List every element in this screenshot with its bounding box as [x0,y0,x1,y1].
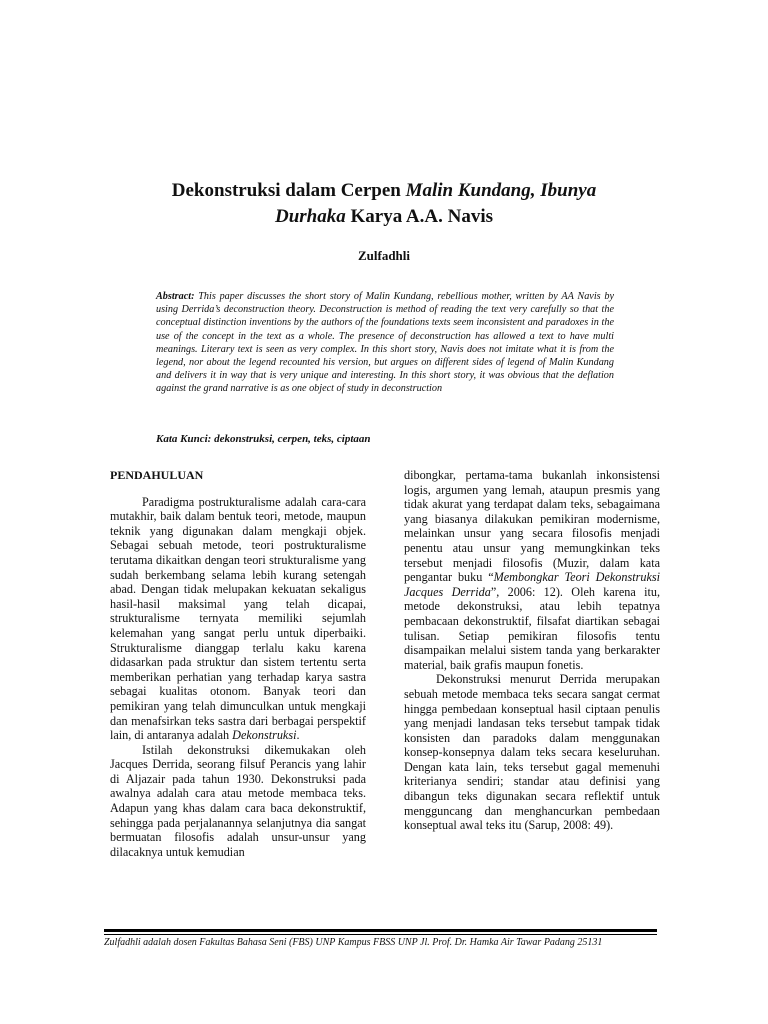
keywords: Kata Kunci: dekonstruksi, cerpen, teks, ciptaan [156,433,371,445]
paragraph: Istilah dekonstruksi dikemukakan oleh Jacques Derrida, seorang filsuf Perancis yang lahir di Aljazair pada tahun 1930. Dekonstruksi pada awalnya adalah cara atau metode membaca teks. Adapun yang khas dalam cara baca dekonstruktif, sehingga pada perjalanannya selanjutnya dia sangat bermuatan filosofis adalah unsur-unsur yang dilacaknya untuk kemudian [110,742,366,859]
paragraph [110,495,366,743]
paragraph [404,468,660,672]
section-heading: PENDAHULUAN [110,468,204,482]
abstract-text: This paper discusses the short story of Malin Kundang, rebellious mother, written by AA Navis by using Derrida’s deconstruction theory. Deconstruction is method of reading the text very carefully so that the conceptual distinction inventions by the authors of the foundations texts seem inconsistent and paradoxes in the use of the concept in the text as a whole. The presence of deconstruction has allowed a text to have multi meanings. Literary text is seen as very complex. In this short story, Navis does not imitate what it is from the legend, nor about the legend recounted his version, but argues on different sides of legend of Malin Kundang and delivers it in way that is very unique and interesting. In this short story, it was obvious that the deflation against the grand narrative is as one object of study in deconstruction [156,291,614,395]
footer-divider-thin [104,934,657,935]
footer-note: Zulfadhli adalah dosen Fakultas Bahasa Seni (FBS) UNP Kampus FBSS UNP Jl. Prof. Dr. Hamka Air Tawar Padang 25131 [104,937,603,948]
paragraph-italic: Dekonstruksi [232,728,297,743]
author-name: Zulfadhli [357,248,411,263]
title-part1: Dekonstruksi dalam Cerpen [171,180,406,201]
abstract [156,290,614,396]
book-title: Membongkar Teori Dekonstruksi Jacques Derrida [404,570,660,599]
paragraph-text: Paradigma postrukturalisme adalah cara-cara mutakhir, baik dalam bentuk teori, metode, maupun teknik yang digunakan dalam mengkaji objek. Sebagai sebuah metode, teori postrukturalisme terutama dikaitkan dengan teori strukturalisme yang sudah berkembang selama lebih kurang setengah abad. Dengan tidak melupakan kekuatan sekaligus hasil-hasil maksimal yang telah dicapai, strukturalisme ternyata memiliki sejumlah kelemahan yang sangat perlu untuk diperbaiki. Strukturalisme dianggap terlalu kaku karena didasarkan pada struktur dan sistem tertentu serta memberikan perhatian yang terhadap karya sastra sebagai kualitas otonom. Banyak teori dan pemikiran yang telah dimunculkan untuk mengkaji dan menafsirkan teks sastra dari berbagai perspektif lain, di antaranya adalah [110,494,366,743]
paragraph-end: ”, 2006: 12). Oleh karena itu, metode dekonstruksi, atau lebih tepatnya pembacaan dekonstruktif, filsafat diartikan sebagai tulisan. Setiap pemikiran filosofis tentu disampaikan melalui sistem tanda yang berkarakter material, baik grafis maupun fonetis. [404,584,660,672]
left-column [110,468,366,859]
article-title [110,178,658,230]
title-italic1: Malin Kundang, Ibunya [405,180,597,201]
paragraph-end: . [296,728,300,743]
title-italic2: Durhaka [275,206,346,227]
paragraph-text: dibongkar, pertama-tama bukanlah inkonsistensi logis, argumen yang lemah, ataupun presmis yang tidak akurat yang terdapat dalam teks, sebagaimana yang biasanya dilakukan pemikiran modernisme, melainkan unsur yang secara filosofis menjadi penentu atau unsur yang memungkinkan teks tersebut menjadi filosofis (Muzir, dalam kata pengantar buku “ [404,468,660,585]
title-part2: Karya A.A. Navis [345,206,493,227]
footer-divider-thick [104,929,657,932]
abstract-label: Abstract: [156,291,195,302]
right-column [404,468,660,833]
paragraph: Dekonstruksi menurut Derrida merupakan sebuah metode membaca teks secara sangat cermat hingga pembedaan konseptual hasil ciptaan penulis yang menjadi landasan teks tersebut tampak tidak konsisten dan paradoks dalam menggunakan konsep-konsepnya dalam teks secara keseluruhan. Dengan kata lain, teks tersebut gagal memenuhi kriterianya sendiri; standar atau definisi yang dibangun teks digunakan secara reflektif untuk mengguncang dan menghancurkan pembedaan konseptual awal teks itu (Sarup, 2008: 49). [404,672,660,833]
